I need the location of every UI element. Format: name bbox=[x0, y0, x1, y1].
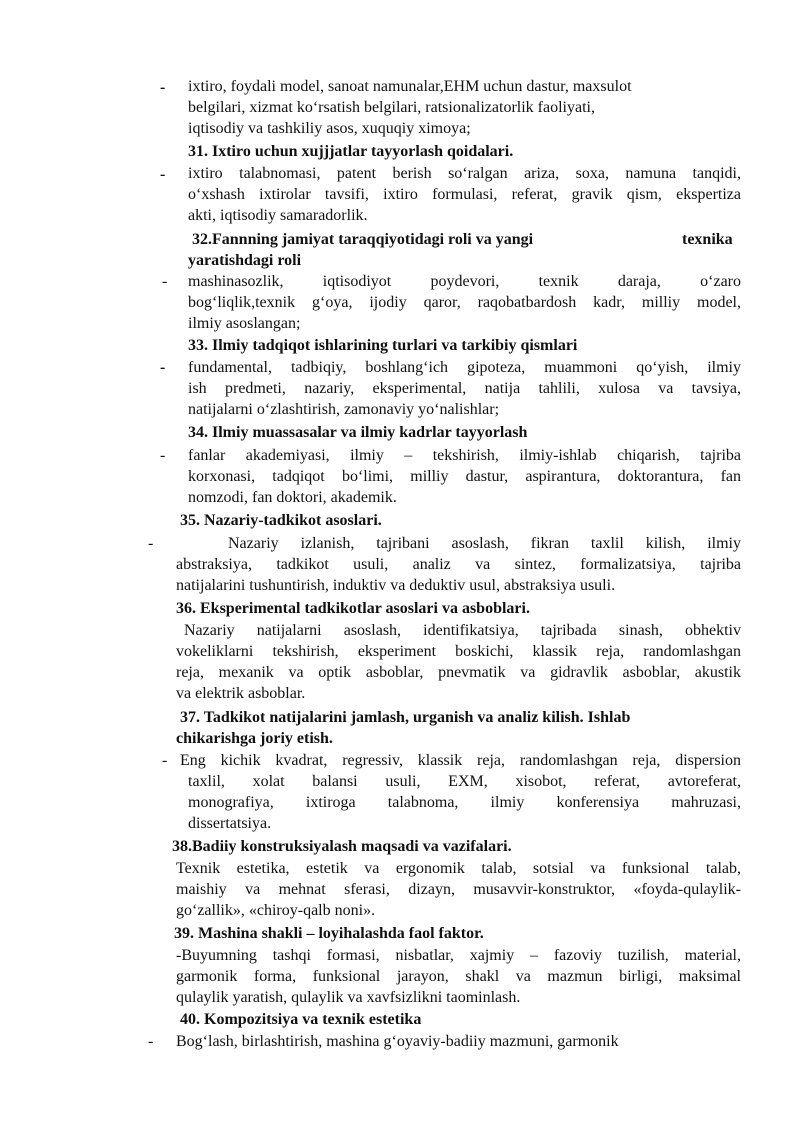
text-line: natijalarni o‘zlashtirish, zamonaviy yo‘nalishlar; bbox=[188, 401, 500, 418]
text-line: -Buyumning tashqi formasi, nisbatlar, xajmiy – fazoviy tuzilish, material, bbox=[176, 947, 741, 964]
text-line: mashinasozlik, iqtisodiyot poydevori, texnik daraja, o‘zaro bbox=[188, 273, 741, 290]
text-line: taxlil, xolat balansi usuli, EXM, xisobot, referat, avtoreferat, bbox=[188, 773, 741, 790]
section-heading: 34. Ilmiy muassasalar va ilmiy kadrlar tayyorlash bbox=[188, 424, 528, 441]
text-line: ixtiro, foydali model, sanoat namunalar,EHM uchun dastur, maxsulot bbox=[188, 78, 632, 95]
bullet-dash: - bbox=[160, 79, 166, 96]
text-line: Bog‘lash, birlashtirish, mashina g‘oyaviy-badiiy mazmuni, garmonik bbox=[176, 1033, 619, 1050]
text-line: korxonasi, tadqiqot bo‘limi, milliy dastur, aspirantura, doktorantura, fan bbox=[188, 468, 741, 485]
bullet-dash: - bbox=[160, 166, 166, 183]
section-heading: 39. Mashina shakli – loyihalashda faol faktor. bbox=[174, 925, 484, 942]
text-line: Nazariy izlanish, tajribani asoslash, fikran taxlil kilish, ilmiy bbox=[228, 535, 741, 552]
text-line: dissertatsiya. bbox=[188, 815, 272, 832]
text-line: Texnik estetika, estetik va ergonomik talab, sotsial va funksional talab, bbox=[176, 860, 741, 877]
text-line: akti, iqtisodiy samaradorlik. bbox=[188, 207, 368, 224]
text-line: Nazariy natijalarni asoslash, identifikatsiya, tajribada sinash, obhektiv bbox=[184, 622, 741, 639]
section-heading: 35. Nazariy-tadkikot asoslari. bbox=[180, 512, 382, 529]
text-line: iqtisodiy va tashkiliy asos, xuquqiy ximoya; bbox=[188, 120, 471, 137]
section-heading: yaratishdagi roli bbox=[188, 252, 302, 269]
text-line: qulaylik yaratish, qulaylik va xavfsizlikni taominlash. bbox=[176, 989, 521, 1006]
text-line: fundamental, tadbiqiy, boshlang‘ich gipoteza, muammoni qo‘yish, ilmiy bbox=[188, 359, 741, 376]
text-line: ilmiy asoslangan; bbox=[188, 315, 301, 332]
section-heading: 31. Ixtiro uchun xujjjatlar tayyorlash qoidalari. bbox=[188, 143, 514, 160]
text-line: ish predmeti, nazariy, eksperimental, natija tahlili, xulosa va tavsiya, bbox=[188, 380, 741, 397]
text-line: monografiya, ixtiroga talabnoma, ilmiy konferensiya mahruzasi, bbox=[188, 794, 741, 811]
section-heading: 32.Fannning jamiyat taraqqiyotidagi roli va yangi bbox=[192, 231, 534, 248]
text-line: belgilari, xizmat ko‘rsatish belgilari, ratsionalizatorlik faoliyati, bbox=[188, 99, 595, 116]
bullet-dash: - bbox=[162, 752, 168, 769]
section-heading: 36. Eksperimental tadkikotlar asoslari va asboblari. bbox=[176, 600, 530, 617]
text-line: natijalarini tushuntirish, induktiv va deduktiv usul, abstraksiya usuli. bbox=[176, 577, 616, 594]
section-heading: 33. Ilmiy tadqiqot ishlarining turlari va tarkibiy qismlari bbox=[188, 337, 578, 354]
text-line: nomzodi, fan doktori, akademik. bbox=[188, 489, 397, 506]
section-heading: 37. Tadkikot natijalarini jamlash, urganish va analiz kilish. Ishlab bbox=[180, 709, 631, 726]
text-line: ixtiro talabnomasi, patent berish so‘ralgan ariza, soxa, namuna tanqidi, bbox=[188, 165, 741, 182]
text-line: go‘zallik», «chiroy-qalb noni». bbox=[176, 902, 376, 919]
section-heading: 38.Badiiy konstruksiyalash maqsadi va vazifalari. bbox=[172, 838, 512, 855]
bullet-dash: - bbox=[148, 1033, 154, 1050]
text-line: garmonik forma, funksional jarayon, shakl va mazmun birligi, maksimal bbox=[176, 968, 741, 985]
section-heading: texnika bbox=[682, 231, 733, 248]
bullet-dash: - bbox=[160, 359, 166, 376]
text-line: o‘xshash ixtirolar tavsifi, ixtiro formulasi, referat, gravik qism, ekspertiza bbox=[188, 186, 741, 203]
text-line: Eng kichik kvadrat, regressiv, klassik reja, randomlashgan reja, dispersion bbox=[180, 752, 741, 769]
bullet-dash: - bbox=[160, 447, 166, 464]
bullet-dash: - bbox=[162, 273, 168, 290]
text-line: vokeliklarni tekshirish, eksperiment boskichi, klassik reja, randomlashgan bbox=[176, 643, 741, 660]
section-heading: chikarishga joriy etish. bbox=[176, 730, 333, 747]
text-line: fanlar akademiyasi, ilmiy – tekshirish, ilmiy-ishlab chiqarish, tajriba bbox=[188, 447, 741, 464]
bullet-dash: - bbox=[148, 535, 154, 552]
section-heading: 40. Kompozitsiya va texnik estetika bbox=[180, 1011, 422, 1028]
text-line: reja, mexanik va optik asboblar, pnevmatik va gidravlik asboblar, akustik bbox=[176, 664, 741, 681]
text-line: maishiy va mehnat sferasi, dizayn, musavvir-konstruktor, «foyda-qulaylik- bbox=[176, 881, 741, 898]
text-line: va elektrik asboblar. bbox=[176, 685, 306, 702]
text-line: abstraksiya, tadkikot usuli, analiz va sintez, formalizatsiya, tajriba bbox=[176, 556, 741, 573]
text-line: bog‘liqlik,texnik g‘oya, ijodiy qaror, raqobatbardosh kadr, milliy model, bbox=[188, 294, 741, 311]
